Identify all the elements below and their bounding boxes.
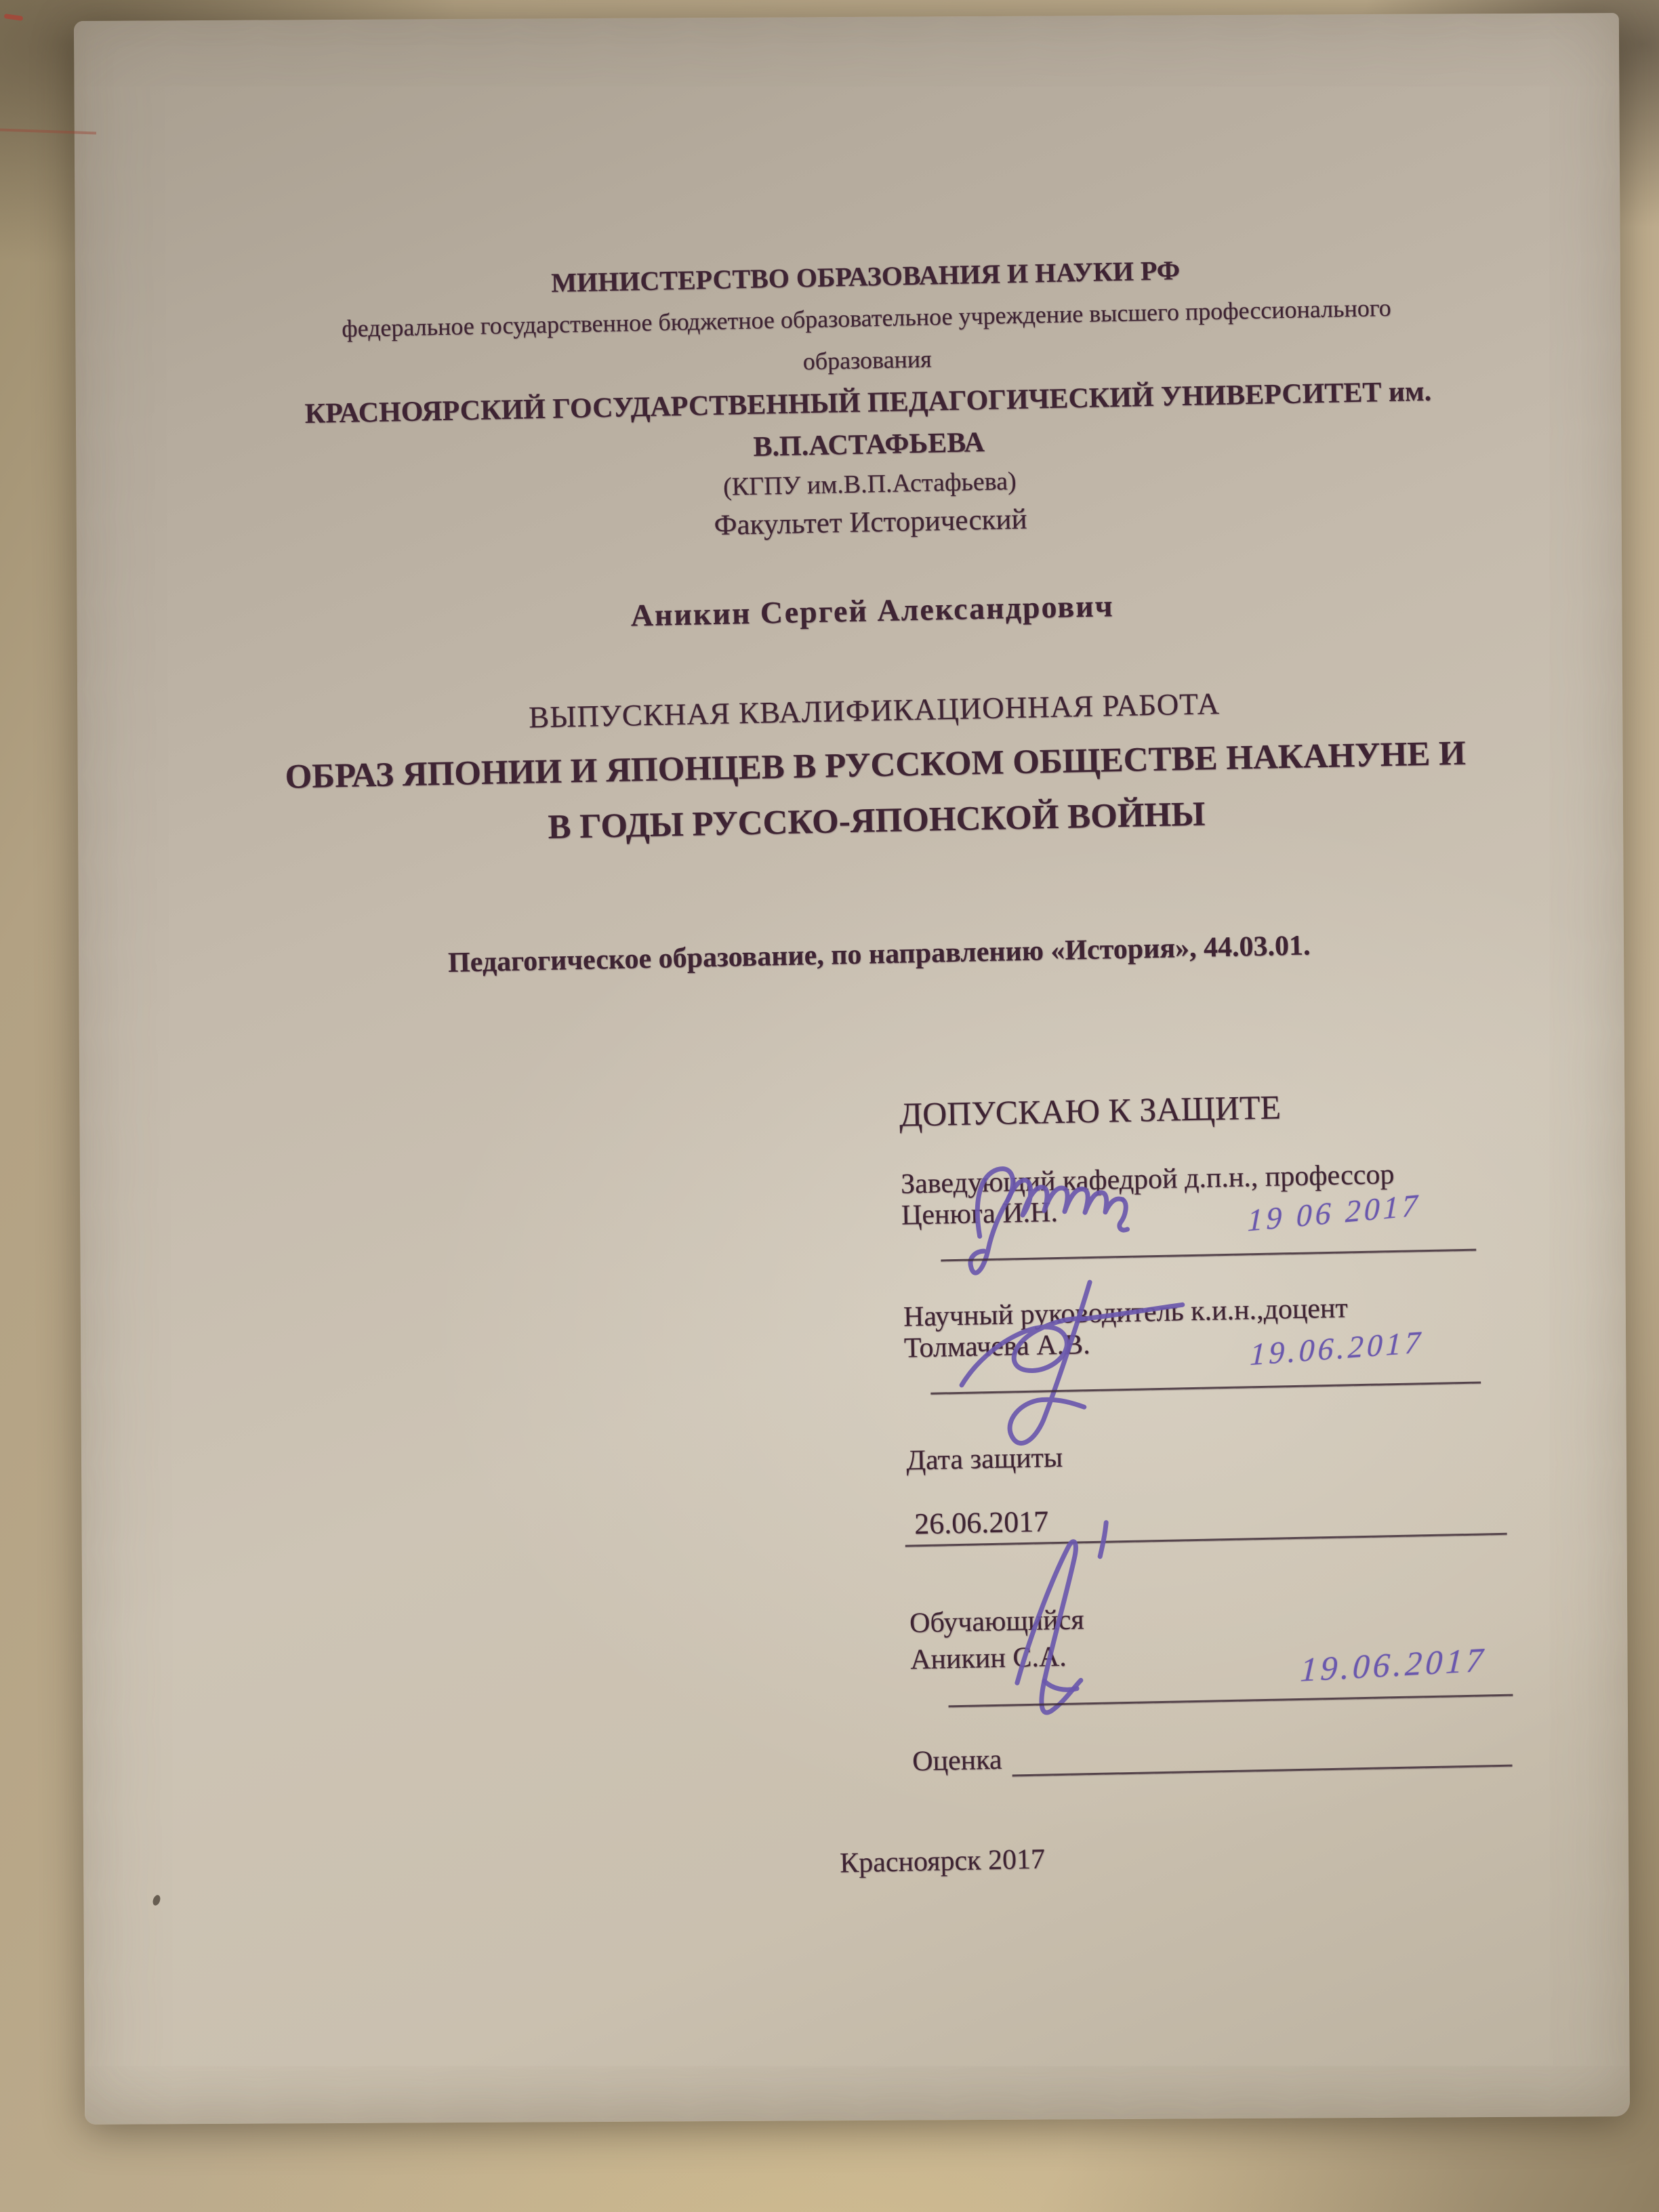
department-head-signature (958, 1131, 1211, 1285)
program-line: Педагогическое образование, по направлению «История», 44.03.01. (447, 930, 1311, 979)
grade-label: Оценка (912, 1744, 1003, 1778)
grade-line (1012, 1765, 1513, 1777)
student-label: Обучающийся (909, 1604, 1085, 1639)
work-type-heading: ВЫПУСКНАЯ КВАЛИФИКАЦИОННАЯ РАБОТА (528, 687, 1221, 735)
thesis-title-line2: В ГОДЫ РУССКО-ЯПОНСКОЙ ВОЙНЫ (547, 795, 1206, 846)
city-year-footer: Красноярск 2017 (839, 1843, 1046, 1879)
department-head-title: Заведующий кафедрой д.п.н., профессор (900, 1158, 1395, 1200)
supervisor-title: Научный руководитель к.и.н.,доцент (903, 1292, 1349, 1333)
page-content (61, 1, 1648, 2135)
department-head-date-handwritten: 19 06 2017 (1247, 1187, 1421, 1238)
defense-date-value: 26.06.2017 (914, 1504, 1049, 1541)
student-signature (972, 1512, 1172, 1726)
ministry-heading: МИНИСТЕРСТВО ОБРАЗОВАНИЯ И НАУКИ РФ (550, 255, 1181, 298)
supervisor-name: Толмачева А.В. (903, 1329, 1091, 1364)
institution-type-line1: федеральное государственное бюджетное образовательное учреждение высшего профессионального (341, 293, 1392, 342)
thesis-title-line1: ОБРАЗ ЯПОНИИ И ЯПОНЦЕВ В РУССКОМ ОБЩЕСТВЕ НАКАНУНЕ И (285, 734, 1467, 796)
department-head-name: Ценюга И.Н. (901, 1196, 1059, 1231)
university-name-line2: В.П.АСТАФЬЕВА (753, 426, 985, 463)
defense-date-label: Дата защиты (905, 1441, 1063, 1477)
approval-heading: ДОПУСКАЮ К ЗАЩИТЕ (899, 1088, 1282, 1134)
university-name-line1: КРАСНОЯРСКИЙ ГОСУДАРСТВЕННЫЙ ПЕДАГОГИЧЕСКИЙ УНИВЕРСИТЕТ им. (304, 375, 1432, 430)
student-name: Аникин С.А. (909, 1641, 1067, 1676)
student-date-handwritten: 19.06.2017 (1299, 1640, 1488, 1689)
institution-type-line2: образования (802, 345, 933, 375)
faculty-line: Факультет Исторический (714, 503, 1027, 541)
red-mark-top-left (4, 14, 24, 21)
author-name: Аникин Сергей Александрович (630, 588, 1115, 633)
supervisor-date-handwritten: 19.06.2017 (1249, 1324, 1425, 1372)
paper-sheet (74, 13, 1630, 2125)
university-abbreviation: (КГПУ им.В.П.Астафьева) (722, 466, 1017, 501)
